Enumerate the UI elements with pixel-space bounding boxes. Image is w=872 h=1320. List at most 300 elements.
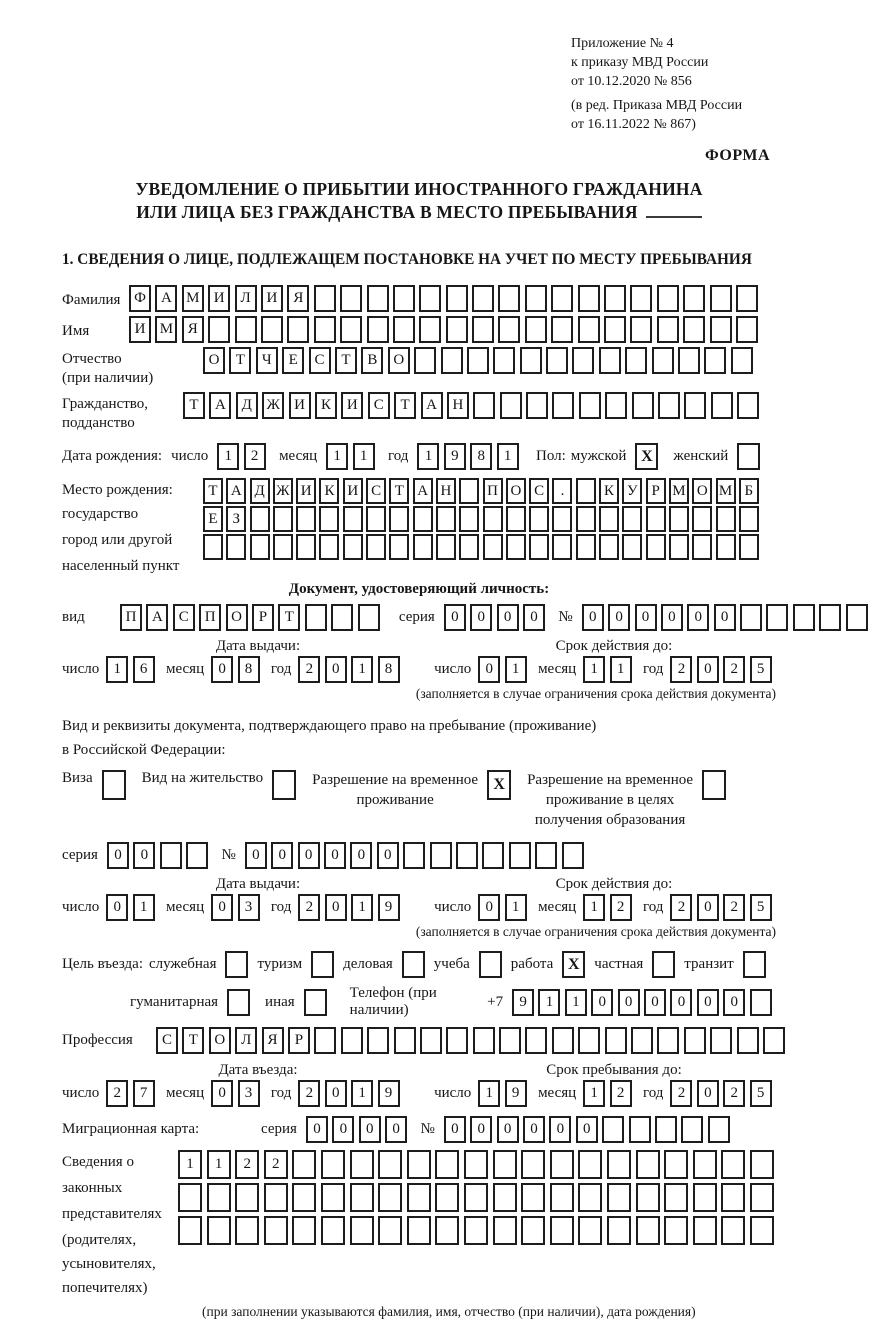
visit-purpose-row2 (130, 985, 776, 1019)
purpose-business-label: служебная (148, 956, 217, 972)
birth-place-block (62, 478, 776, 576)
char-cell (292, 1183, 316, 1212)
char-cell: М (669, 478, 689, 504)
entry-month-cells (211, 1080, 264, 1107)
char-cell (467, 347, 489, 374)
char-cell (551, 285, 573, 312)
char-cell (493, 1216, 517, 1245)
char-cell (737, 392, 759, 419)
char-cell: 0 (332, 1116, 354, 1143)
profession-row (62, 1027, 776, 1054)
female-checkbox (737, 443, 760, 470)
char-cell (178, 1183, 202, 1212)
char-cell: А (421, 392, 443, 419)
char-cell (378, 1216, 402, 1245)
limit-note: (заполняется в случае ограничения срока действия документа) (415, 686, 776, 701)
char-cell: 5 (750, 656, 772, 683)
birth-place-label-line2: государство (62, 506, 139, 522)
order-annotation (571, 34, 776, 134)
char-cell: 0 (444, 604, 466, 631)
char-cell (819, 604, 841, 631)
char-cell: 0 (359, 1116, 381, 1143)
char-cell: 9 (378, 894, 400, 921)
char-cell (731, 347, 753, 374)
char-cell (403, 842, 425, 869)
char-cell (367, 1027, 389, 1054)
char-cell (321, 1183, 345, 1212)
char-cell (604, 285, 626, 312)
char-cell: 0 (470, 604, 492, 631)
char-cell: 1 (583, 1080, 605, 1107)
char-cell: И (289, 392, 311, 419)
char-cell (521, 1150, 545, 1179)
char-cell (630, 285, 652, 312)
char-cell (657, 1027, 679, 1054)
residence-intro-line2: в Российской Федерации: (62, 742, 226, 758)
residence-issue-date (62, 894, 434, 921)
char-cell (378, 1150, 402, 1179)
char-cell (393, 285, 415, 312)
year-label: год (270, 899, 292, 915)
identity-issue-date (62, 656, 434, 683)
char-cell: С (366, 478, 386, 504)
form-title-line2-text: ИЛИ ЛИЦА БЕЗ ГРАЖДАНСТВА В МЕСТО ПРЕБЫВАНИЯ (136, 202, 638, 222)
representatives-note: (при заполнении указываются фамилия, имя, отчество (при наличии), дата рождения) (202, 1304, 696, 1319)
birth-place-cells-row1 (203, 478, 762, 504)
char-cell: 5 (750, 1080, 772, 1107)
char-cell: А (209, 392, 231, 419)
char-cell: 0 (687, 604, 709, 631)
char-cell: 9 (505, 1080, 527, 1107)
char-cell: 0 (523, 604, 545, 631)
char-cell (226, 534, 246, 560)
section1-heading: 1. СВЕДЕНИЯ О ЛИЦЕ, ПОДЛЕЖАЩЕМ ПОСТАНОВКЕ НА УЧЕТ ПО МЕСТУ ПРЕБЫВАНИЯ (62, 251, 752, 268)
char-cell (525, 316, 547, 343)
char-cell: 2 (723, 894, 745, 921)
char-cell: И (296, 478, 316, 504)
char-cell (250, 534, 270, 560)
char-cell: 7 (133, 1080, 155, 1107)
char-cell (605, 1027, 627, 1054)
birth-place-label-line1: Место рождения: (62, 482, 173, 498)
entry-year-cells (298, 1080, 404, 1107)
char-cell: 0 (133, 842, 155, 869)
char-cell: С (309, 347, 331, 374)
citizenship-label-line2: подданство (62, 415, 135, 431)
char-cell (551, 316, 573, 343)
char-cell (499, 1027, 521, 1054)
temp-residence-edu-option (527, 770, 726, 830)
residence-permit-option (142, 770, 296, 800)
entry-date-heading: Дата въезда: (218, 1062, 298, 1078)
char-cell (599, 534, 619, 560)
char-cell (456, 842, 478, 869)
identity-valid-date (434, 656, 776, 683)
char-cell (350, 1183, 374, 1212)
char-cell (436, 534, 456, 560)
char-cell (459, 506, 479, 532)
char-cell (420, 1027, 442, 1054)
char-cell: 8 (470, 443, 492, 470)
char-cell: 9 (444, 443, 466, 470)
char-cell: 0 (723, 989, 745, 1016)
char-cell (793, 604, 815, 631)
issue-month-cells (211, 656, 264, 683)
char-cell: Т (183, 392, 205, 419)
purpose-study-label: учеба (433, 956, 470, 972)
char-cell (314, 316, 336, 343)
male-label: мужской (570, 448, 627, 464)
char-cell (235, 1183, 259, 1212)
char-cell: 2 (670, 656, 692, 683)
char-cell (552, 534, 572, 560)
char-cell (358, 604, 380, 631)
residence-number-cells (245, 842, 588, 869)
char-cell (578, 285, 600, 312)
char-cell (655, 1116, 677, 1143)
char-cell: Т (229, 347, 251, 374)
char-cell: М (155, 316, 177, 343)
entry-day-cells (106, 1080, 159, 1107)
residence-valid-month-cells (583, 894, 636, 921)
char-cell: 1 (351, 656, 373, 683)
char-cell (693, 1216, 717, 1245)
char-cell (321, 1216, 345, 1245)
annotation-line: от 16.11.2022 № 867) (571, 117, 696, 132)
char-cell (436, 506, 456, 532)
char-cell (578, 1027, 600, 1054)
char-cell: Н (436, 478, 456, 504)
char-cell: Т (203, 478, 223, 504)
char-cell (526, 392, 548, 419)
char-cell: И (343, 478, 363, 504)
char-cell: С (173, 604, 195, 631)
char-cell: 0 (670, 989, 692, 1016)
char-cell (525, 1027, 547, 1054)
char-cell (319, 506, 339, 532)
birth-month-cells (326, 443, 379, 470)
char-cell (464, 1150, 488, 1179)
migration-series-cells (306, 1116, 412, 1143)
char-cell (681, 1116, 703, 1143)
char-cell (763, 1027, 785, 1054)
char-cell: 1 (133, 894, 155, 921)
char-cell (235, 1216, 259, 1245)
residence-valid-day-cells (478, 894, 531, 921)
char-cell (350, 1216, 374, 1245)
char-cell (605, 392, 627, 419)
char-cell (235, 316, 257, 343)
char-cell (435, 1183, 459, 1212)
char-cell (273, 506, 293, 532)
char-cell (657, 316, 679, 343)
char-cell: 0 (582, 604, 604, 631)
char-cell (435, 1150, 459, 1179)
day-label: число (62, 661, 100, 677)
birth-place-rows (203, 478, 762, 562)
day-label: число (434, 1085, 472, 1101)
number-label: № (221, 847, 236, 863)
name-label: Имя (62, 322, 90, 339)
residence-intro-line1: Вид и реквизиты документа, подтверждающего право на пребывание (проживание) (62, 718, 597, 734)
char-cell (160, 842, 182, 869)
char-cell: Ч (256, 347, 278, 374)
char-cell (607, 1150, 631, 1179)
char-cell (739, 534, 759, 560)
char-cell (520, 347, 542, 374)
purpose-tourism-checkbox (311, 951, 334, 978)
char-cell (261, 316, 283, 343)
representatives-rows (178, 1150, 778, 1247)
char-cell: 0 (697, 1080, 719, 1107)
char-cell: 1 (417, 443, 439, 470)
char-cell (343, 534, 363, 560)
char-cell (750, 1150, 774, 1179)
char-cell: 1 (353, 443, 375, 470)
char-cell (740, 604, 762, 631)
char-cell: 9 (378, 1080, 400, 1107)
year-label: год (270, 1085, 292, 1101)
stay-month-cells (583, 1080, 636, 1107)
char-cell: У (622, 478, 642, 504)
char-cell (321, 1150, 345, 1179)
form-title-line2 (62, 201, 776, 224)
char-cell: Т (394, 392, 416, 419)
char-cell (664, 1183, 688, 1212)
citizenship-cells (183, 392, 764, 419)
char-cell: 0 (350, 842, 372, 869)
patronymic-label-line2: (при наличии) (62, 370, 154, 386)
birth-day-cells (217, 443, 270, 470)
char-cell: П (483, 478, 503, 504)
char-cell: 0 (478, 656, 500, 683)
char-cell (693, 1183, 717, 1212)
char-cell (509, 842, 531, 869)
char-cell (414, 347, 436, 374)
entry-date-headings (62, 1062, 776, 1079)
birth-place-label (62, 478, 203, 576)
char-cell: 1 (207, 1150, 231, 1179)
char-cell (576, 534, 596, 560)
char-cell: 0 (635, 604, 657, 631)
char-cell: А (155, 285, 177, 312)
char-cell: 0 (245, 842, 267, 869)
char-cell: 6 (133, 656, 155, 683)
char-cell: З (226, 506, 246, 532)
citizenship-label (62, 392, 183, 433)
residence-doc-dates (62, 894, 776, 921)
valid-year-cells (670, 656, 776, 683)
year-label: год (642, 899, 664, 915)
phone-label: Телефон (при наличии) (349, 985, 437, 1018)
char-cell (552, 506, 572, 532)
issue-date-heading: Дата выдачи: (215, 638, 301, 654)
char-cell (664, 1150, 688, 1179)
char-cell (292, 1216, 316, 1245)
char-cell (684, 1027, 706, 1054)
citizenship-label-line1: Гражданство, (62, 396, 149, 412)
char-cell: О (692, 478, 712, 504)
valid-until-heading: Срок действия до: (555, 638, 673, 654)
sex-label: Пол: (536, 448, 566, 464)
char-cell (493, 347, 515, 374)
char-cell: Ж (262, 392, 284, 419)
char-cell: А (413, 478, 433, 504)
temp-residence-label: Разрешение на временное проживание (312, 772, 479, 808)
char-cell (506, 506, 526, 532)
char-cell: 1 (583, 656, 605, 683)
visit-purpose-label: Цель въезда: (62, 956, 143, 972)
char-cell: 1 (505, 656, 527, 683)
char-cell (710, 316, 732, 343)
char-cell (207, 1216, 231, 1245)
char-cell (678, 347, 700, 374)
char-cell (750, 1183, 774, 1212)
migration-number-cells (444, 1116, 734, 1143)
residence-doc-intro (62, 714, 776, 762)
char-cell (599, 506, 619, 532)
valid-day-cells (478, 656, 531, 683)
char-cell (464, 1183, 488, 1212)
char-cell: 0 (576, 1116, 598, 1143)
visa-label: Виза (62, 770, 93, 786)
char-cell (646, 506, 666, 532)
char-cell: 8 (238, 656, 260, 683)
char-cell (716, 506, 736, 532)
patronymic-label-line1: Отчество (62, 351, 122, 367)
char-cell (631, 1027, 653, 1054)
month-label: месяц (538, 661, 577, 677)
char-cell (367, 285, 389, 312)
char-cell: К (315, 392, 337, 419)
surname-row (62, 285, 776, 312)
char-cell: К (599, 478, 619, 504)
char-cell (186, 842, 208, 869)
char-cell (579, 392, 601, 419)
char-cell (607, 1216, 631, 1245)
char-cell: 1 (106, 656, 128, 683)
purpose-transit-label: транзит (684, 956, 734, 972)
char-cell (521, 1216, 545, 1245)
char-cell: 0 (697, 894, 719, 921)
representatives-block (62, 1150, 776, 1298)
char-cell: М (716, 478, 736, 504)
char-cell (250, 506, 270, 532)
char-cell (652, 347, 674, 374)
char-cell (367, 316, 389, 343)
char-cell: 1 (583, 894, 605, 921)
char-cell (657, 285, 679, 312)
char-cell (441, 347, 463, 374)
char-cell (669, 534, 689, 560)
char-cell (572, 347, 594, 374)
char-cell: 0 (608, 604, 630, 631)
char-cell (692, 506, 712, 532)
char-cell: 0 (444, 1116, 466, 1143)
char-cell: 2 (244, 443, 266, 470)
char-cell (684, 392, 706, 419)
char-cell (459, 534, 479, 560)
purpose-humanitarian-label: гуманитарная (130, 993, 219, 1010)
purpose-transit-checkbox (743, 951, 766, 978)
char-cell: С (156, 1027, 178, 1054)
char-cell (716, 534, 736, 560)
char-cell (314, 1027, 336, 1054)
char-cell: Н (447, 392, 469, 419)
month-label: месяц (538, 899, 577, 915)
char-cell (521, 1183, 545, 1212)
char-cell (708, 1116, 730, 1143)
char-cell (340, 285, 362, 312)
char-cell: 1 (478, 1080, 500, 1107)
char-cell: 0 (325, 1080, 347, 1107)
series-label: серия (261, 1121, 297, 1137)
char-cell: 1 (497, 443, 519, 470)
char-cell (350, 1150, 374, 1179)
valid-until-heading: Срок действия до: (555, 876, 673, 892)
year-label: год (270, 661, 292, 677)
char-cell: 3 (238, 1080, 260, 1107)
patronymic-row (62, 347, 776, 388)
char-cell (546, 347, 568, 374)
char-cell: 0 (325, 894, 347, 921)
char-cell (710, 1027, 732, 1054)
identity-doc-heading: Документ, удостоверяющий личность: (288, 581, 550, 597)
month-label: месяц (166, 661, 205, 677)
residence-valid-date (434, 894, 776, 921)
char-cell (472, 285, 494, 312)
surname-cells (129, 285, 762, 312)
char-cell (604, 316, 626, 343)
char-cell: 0 (714, 604, 736, 631)
char-cell: И (129, 316, 151, 343)
char-cell: 1 (217, 443, 239, 470)
char-cell: П (199, 604, 221, 631)
char-cell (766, 604, 788, 631)
temp-residence-edu-label: Разрешение на временное проживание в целях получения образования (527, 772, 694, 828)
char-cell (710, 285, 732, 312)
char-cell: А (226, 478, 246, 504)
char-cell (664, 1216, 688, 1245)
phone-cells (512, 989, 776, 1016)
purpose-work-checkbox: X (562, 951, 585, 978)
month-label: месяц (279, 448, 318, 464)
char-cell (464, 1216, 488, 1245)
char-cell (576, 478, 596, 504)
char-cell (446, 285, 468, 312)
purpose-humanitarian-checkbox (227, 989, 250, 1016)
form-title (62, 178, 776, 224)
char-cell: С (529, 478, 549, 504)
char-cell: 1 (565, 989, 587, 1016)
char-cell: О (226, 604, 248, 631)
char-cell (750, 989, 772, 1016)
residence-permit-label: Вид на жительство (141, 770, 264, 786)
char-cell (407, 1183, 431, 1212)
char-cell (273, 534, 293, 560)
char-cell: П (120, 604, 142, 631)
form-title-line1: УВЕДОМЛЕНИЕ О ПРИБЫТИИ ИНОСТРАННОГО ГРАЖДАНИНА (135, 179, 703, 199)
char-cell (296, 506, 316, 532)
char-cell (394, 1027, 416, 1054)
limit-note: (заполняется в случае ограничения срока действия документа) (415, 924, 776, 939)
representatives-cells-row1 (178, 1150, 778, 1179)
char-cell: Я (287, 285, 309, 312)
char-cell (846, 604, 868, 631)
annotation-line: (в ред. Приказа МВД России (571, 98, 743, 113)
char-cell (630, 316, 652, 343)
char-cell (482, 842, 504, 869)
